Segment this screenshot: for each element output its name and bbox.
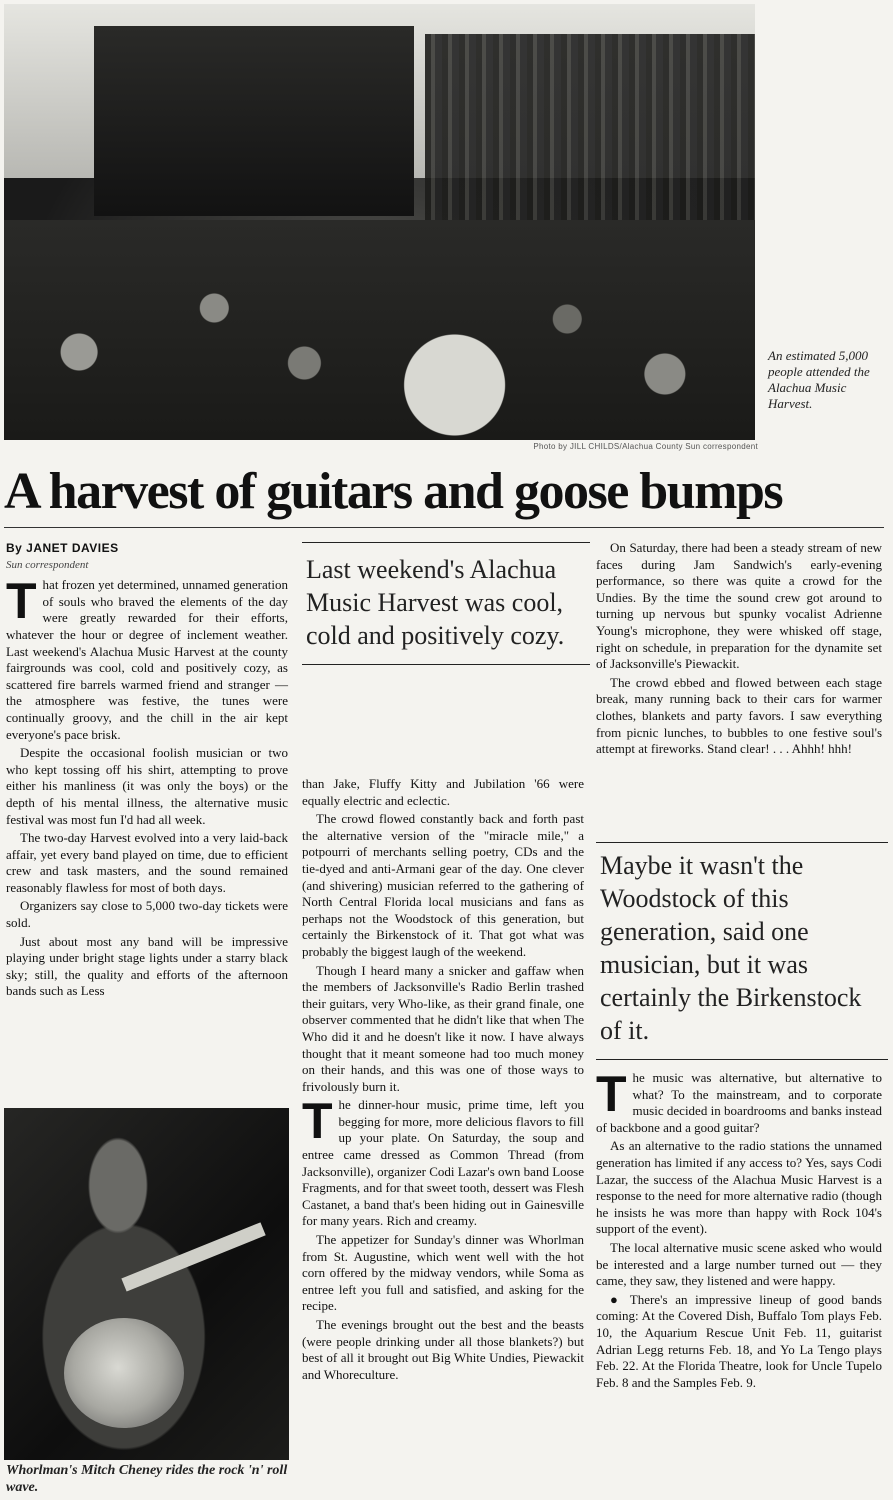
photo-credit: Photo by JILL CHILDS/Alachua County Sun correspondent [533, 442, 758, 451]
paragraph: The music was alternative, but alternative to what? To the mainstream, and to corporate music decided in boardrooms and banks instead of backbone and a good guitar? [596, 1066, 882, 1135]
headline: A harvest of guitars and goose bumps [4, 463, 783, 520]
paragraph: The two-day Harvest evolved into a very laid-back affair, yet every band played on time, due to efficient crew and task masters, and the sound remained reasonably flawless for most of both days. [6, 830, 288, 895]
paragraph: As an alternative to the radio stations the unnamed generation has limited if any access to? Yes, says Codi Lazar, the success of the Alachua Music Harvest is a response to the need for more alternative radio (though he insists he was more than happy with Rock 104's support of the event). [596, 1138, 882, 1237]
pull-quote: Last weekend's Alachua Music Harvest was cool, cold and positively cozy. [302, 542, 590, 665]
paragraph: That frozen yet determined, unnamed generation of souls who braved the elements of the day were greatly rewarded for their efforts, whatever the hour or degree of inclement weather. Last weekend's Alachua Music Harvest at the county fairgrounds was cool, cold and positively cozy, as scattered fire barrels warmed friend and stranger — the atmosphere was festive, the tunes were continually groovy, and the chill in the air kept everyone's pace brisk. [6, 573, 288, 742]
article-column-3-continued [596, 1066, 882, 1393]
drop-cap: T [302, 1093, 333, 1150]
headline-rule [4, 527, 884, 528]
pull-quote: Maybe it wasn't the Woodstock of this generation, said one musician, but it was certainly the Birkenstock of it. [596, 842, 888, 1060]
photo-caption-top: An estimated 5,000 people attended the Alachua Music Harvest. [768, 348, 870, 411]
article-column-2 [302, 776, 584, 1385]
paragraph: Just about most any band will be impressive playing under bright stage lights under a starry black sky; still, the quality and efforts of the afternoon bands such as Less [6, 933, 288, 999]
drop-cap: T [6, 573, 37, 630]
photo-caption-bottom: Whorlman's Mitch Cheney rides the rock 'n' roll wave. [6, 1463, 288, 1495]
paragraph: On Saturday, there had been a steady stream of new faces during Jam Sandwich's early-evening performance, so there was quite a crowd for the Undies. By the time the sound crew got around to turning up nervous but spunky vocalist Adrienne Young's microphone, they were whisked off stage, right on schedule, in preparation for the dynamite set of Jacksonville's Piewackit. [596, 540, 882, 672]
article-column-3 [596, 540, 882, 760]
festival-crowd-photo [4, 4, 755, 440]
paragraph: The local alternative music scene asked who would be interested and a large number turned out — they came, they saw, they listened and were happy. [596, 1239, 882, 1289]
paragraph: The appetizer for Sunday's dinner was Whorlman from St. Augustine, which went well with the hot corn offered by the midway vendors, while Soma as entree left you full and satisfied, and asking for the recipe. [302, 1232, 584, 1314]
paragraph: The crowd flowed constantly back and forth past the alternative version of the "miracle mile," a potpourri of merchants selling poetry, CDs and the tie-dyed and anti-Armani gear of the day. One clever (and shivering) musician referred to the gathering of North Central Florida local musicians and fans as perhaps not the Woodstock of this generation, but certainly the Birkenstock of it. That got what was probably the biggest laugh of the weekend. [302, 811, 584, 959]
paragraph: Though I heard many a snicker and gaffaw when the members of Jacksonville's Radio Berlin trashed their guitars, very Who-like, as their grand finale, one observer commented that he didn't like that when The Who did it and he doesn't like it now. I have always thought that it meant someone had too much money on their hands, and this was one of those ways to frivolously burn it. [302, 962, 584, 1094]
byline-role: Sun correspondent [6, 558, 89, 571]
paragraph: Organizers say close to 5,000 two-day tickets were sold. [6, 898, 288, 931]
paragraph: The crowd ebbed and flowed between each stage break, many running back to their cars for warmer clothes, blankets and party favors. I saw everything from picnic lunches, to bubbles to one festive soul's attempt at fireworks. Stand clear! . . . Ahhh! hhh! [596, 674, 882, 757]
article-column-1 [6, 540, 288, 1002]
paragraph: The dinner-hour music, prime time, left you begging for more, more delicious flavors to fill up your plate. On Saturday, the soup and entree came dressed as Common Thread (from Jacksonville), organizer Codi Lazar's own band Loose Fragments, and for that sweet tooth, dessert was Flesh Castanet, a band that's been hiding out in Gainesville for many years. Rich and creamy. [302, 1093, 584, 1229]
paragraph: The evenings brought out the best and the beasts (were people drinking under all those blankets?) but best of all it brought out Big White Undies, Piewackit and Whoreculture. [302, 1317, 584, 1382]
byline-author: By JANET DAVIES [6, 541, 119, 555]
paragraph: Despite the occasional foolish musician or two who kept tossing off his shirt, attempting to prove either his manliness (it was only the boys) or the depth of his mental illness, the alternative music festival was most fun I'd had all week. [6, 745, 288, 827]
paragraph: than Jake, Fluffy Kitty and Jubilation '66 were equally electric and eclectic. [302, 776, 584, 808]
paragraph: ● There's an impressive lineup of good bands coming: At the Covered Dish, Buffalo Tom plays Feb. 10, the Aquarium Rescue Unit Feb. 11, guitarist Adrian Legg returns Feb. 18, and Yo La Tengo plays Feb. 22. At the Florida Theatre, look for Uncle Tupelo Feb. 8 and the Samples Feb. 9. [596, 1291, 882, 1390]
guitarist-photo [4, 1108, 289, 1460]
drop-cap: T [596, 1066, 627, 1122]
